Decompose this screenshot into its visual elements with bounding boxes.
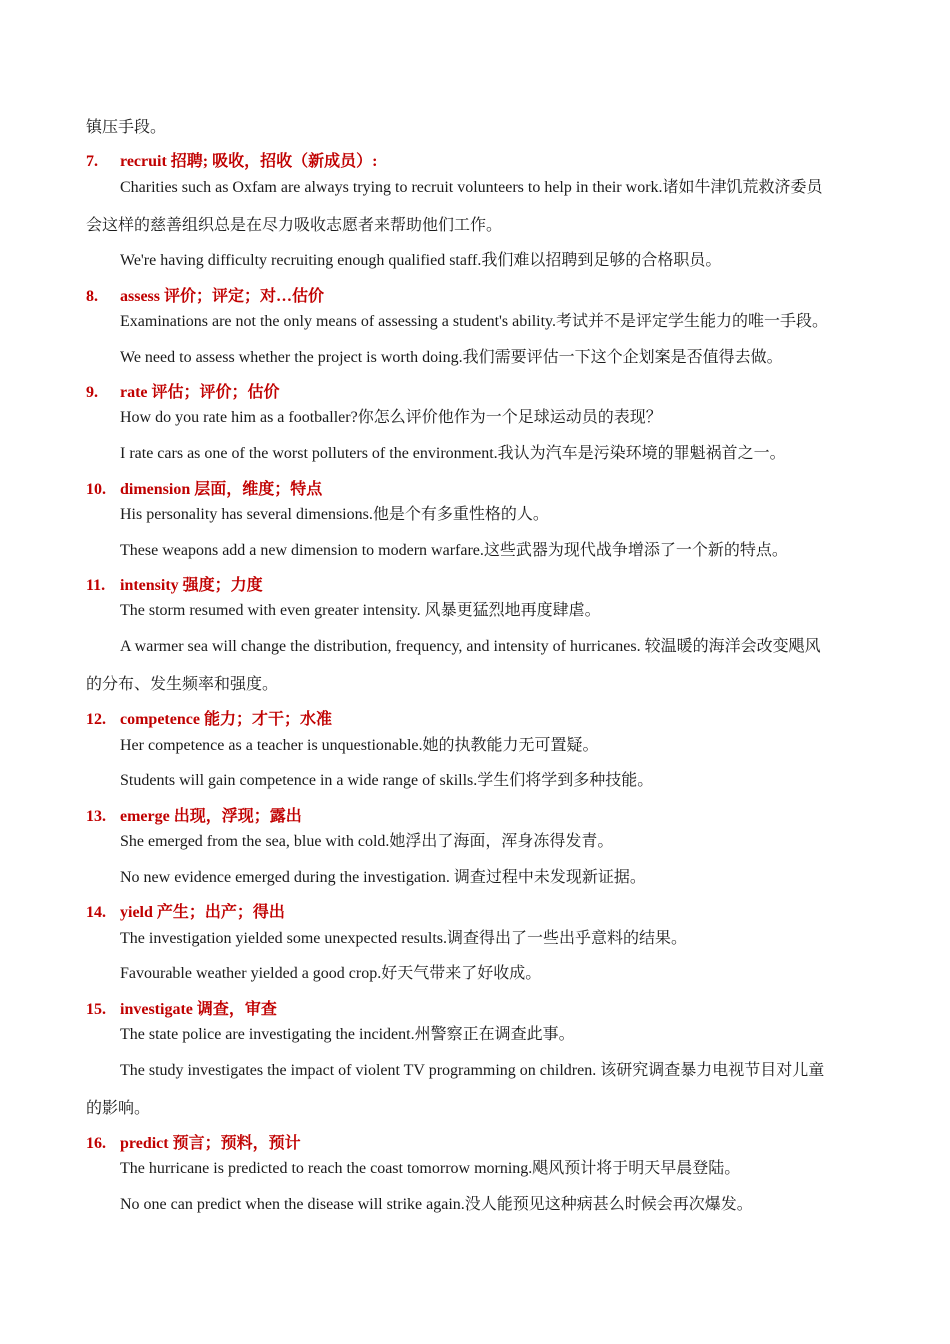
example-sentence: Her competence as a teacher is unquestionable.她的执教能力无可置疑。 — [120, 737, 599, 754]
example-sentence-continued: 会这样的慈善组织总是在尽力吸收志愿者来帮助他们工作。 — [86, 217, 503, 234]
entry-heading: intensity 强度；力度 — [120, 577, 263, 594]
entry-heading: rate 评估；评价；估价 — [120, 384, 280, 401]
entry-number: 9. — [86, 384, 98, 401]
entry-heading: emerge 出现，浮现；露出 — [120, 808, 302, 825]
entry-number: 15. — [86, 1001, 106, 1018]
entry-number: 13. — [86, 808, 106, 825]
intro-text: 镇压手段。 — [86, 119, 167, 136]
example-sentence: The storm resumed with even greater intensity. 风暴更猛烈地再度肆虐。 — [120, 602, 601, 619]
example-sentence: We're having difficulty recruiting enough qualified staff.我们难以招聘到足够的合格职员。 — [120, 252, 722, 269]
entry-number: 12. — [86, 711, 106, 728]
entry-heading: assess 评价；评定；对…估价 — [120, 288, 325, 305]
entry-heading: yield 产生；出产；得出 — [120, 904, 285, 921]
example-sentence: The investigation yielded some unexpected results.调查得出了一些出乎意料的结果。 — [120, 930, 688, 947]
example-sentence: The state police are investigating the incident.州警察正在调查此事。 — [120, 1026, 575, 1043]
entry-number: 14. — [86, 904, 106, 921]
example-sentence: Favourable weather yielded a good crop.好天气带来了好收成。 — [120, 965, 542, 982]
entry-heading: recruit 招聘; 吸收，招收（新成员）: — [120, 153, 378, 170]
example-sentence: Students will gain competence in a wide range of skills.学生们将学到多种技能。 — [120, 772, 654, 789]
example-sentence-continued: 的分布、发生频率和强度。 — [86, 676, 279, 693]
example-sentence: The hurricane is predicted to reach the coast tomorrow morning.飓风预计将于明天早晨登陆。 — [120, 1160, 741, 1177]
entry-heading: dimension 层面，维度；特点 — [120, 481, 323, 498]
entry-heading: competence 能力；才干；水准 — [120, 711, 332, 728]
entry-heading: investigate 调查，审查 — [120, 1001, 277, 1018]
example-sentence: His personality has several dimensions.他是个有多重性格的人。 — [120, 506, 549, 523]
example-sentence: A warmer sea will change the distribution, frequency, and intensity of hurricanes. 较温暖的海洋会改变飓风 — [120, 638, 821, 655]
entry-number: 10. — [86, 481, 106, 498]
example-sentence: I rate cars as one of the worst polluters of the environment.我认为汽车是污染环境的罪魁祸首之一。 — [120, 445, 786, 462]
example-sentence: We need to assess whether the project is worth doing.我们需要评估一下这个企划案是否值得去做。 — [120, 349, 783, 366]
example-sentence: No new evidence emerged during the investigation. 调查过程中未发现新证据。 — [120, 869, 646, 886]
example-sentence-continued: 的影响。 — [86, 1100, 151, 1117]
example-sentence: She emerged from the sea, blue with cold.她浮出了海面，浑身冻得发青。 — [120, 833, 614, 850]
example-sentence: The study investigates the impact of violent TV programming on children. 该研究调查暴力电视节目对儿童 — [120, 1062, 825, 1079]
example-sentence: Examinations are not the only means of assessing a student's ability.考试并不是评定学生能力的唯一手段。 — [120, 313, 828, 330]
example-sentence: Charities such as Oxfam are always trying to recruit volunteers to help in their work.诸如牛津饥荒救济委员 — [120, 179, 823, 196]
example-sentence: How do you rate him as a footballer?你怎么评价他作为一个足球运动员的表现？ — [120, 409, 662, 426]
example-sentence: No one can predict when the disease will strike again.没人能预见这种病甚么时候会再次爆发。 — [120, 1196, 753, 1213]
entry-number: 8. — [86, 288, 98, 305]
entry-heading: predict 预言；预料，预计 — [120, 1135, 301, 1152]
entry-number: 16. — [86, 1135, 106, 1152]
example-sentence: These weapons add a new dimension to modern warfare.这些武器为现代战争增添了一个新的特点。 — [120, 542, 788, 559]
entry-number: 11. — [86, 577, 106, 594]
entry-number: 7. — [86, 153, 98, 170]
